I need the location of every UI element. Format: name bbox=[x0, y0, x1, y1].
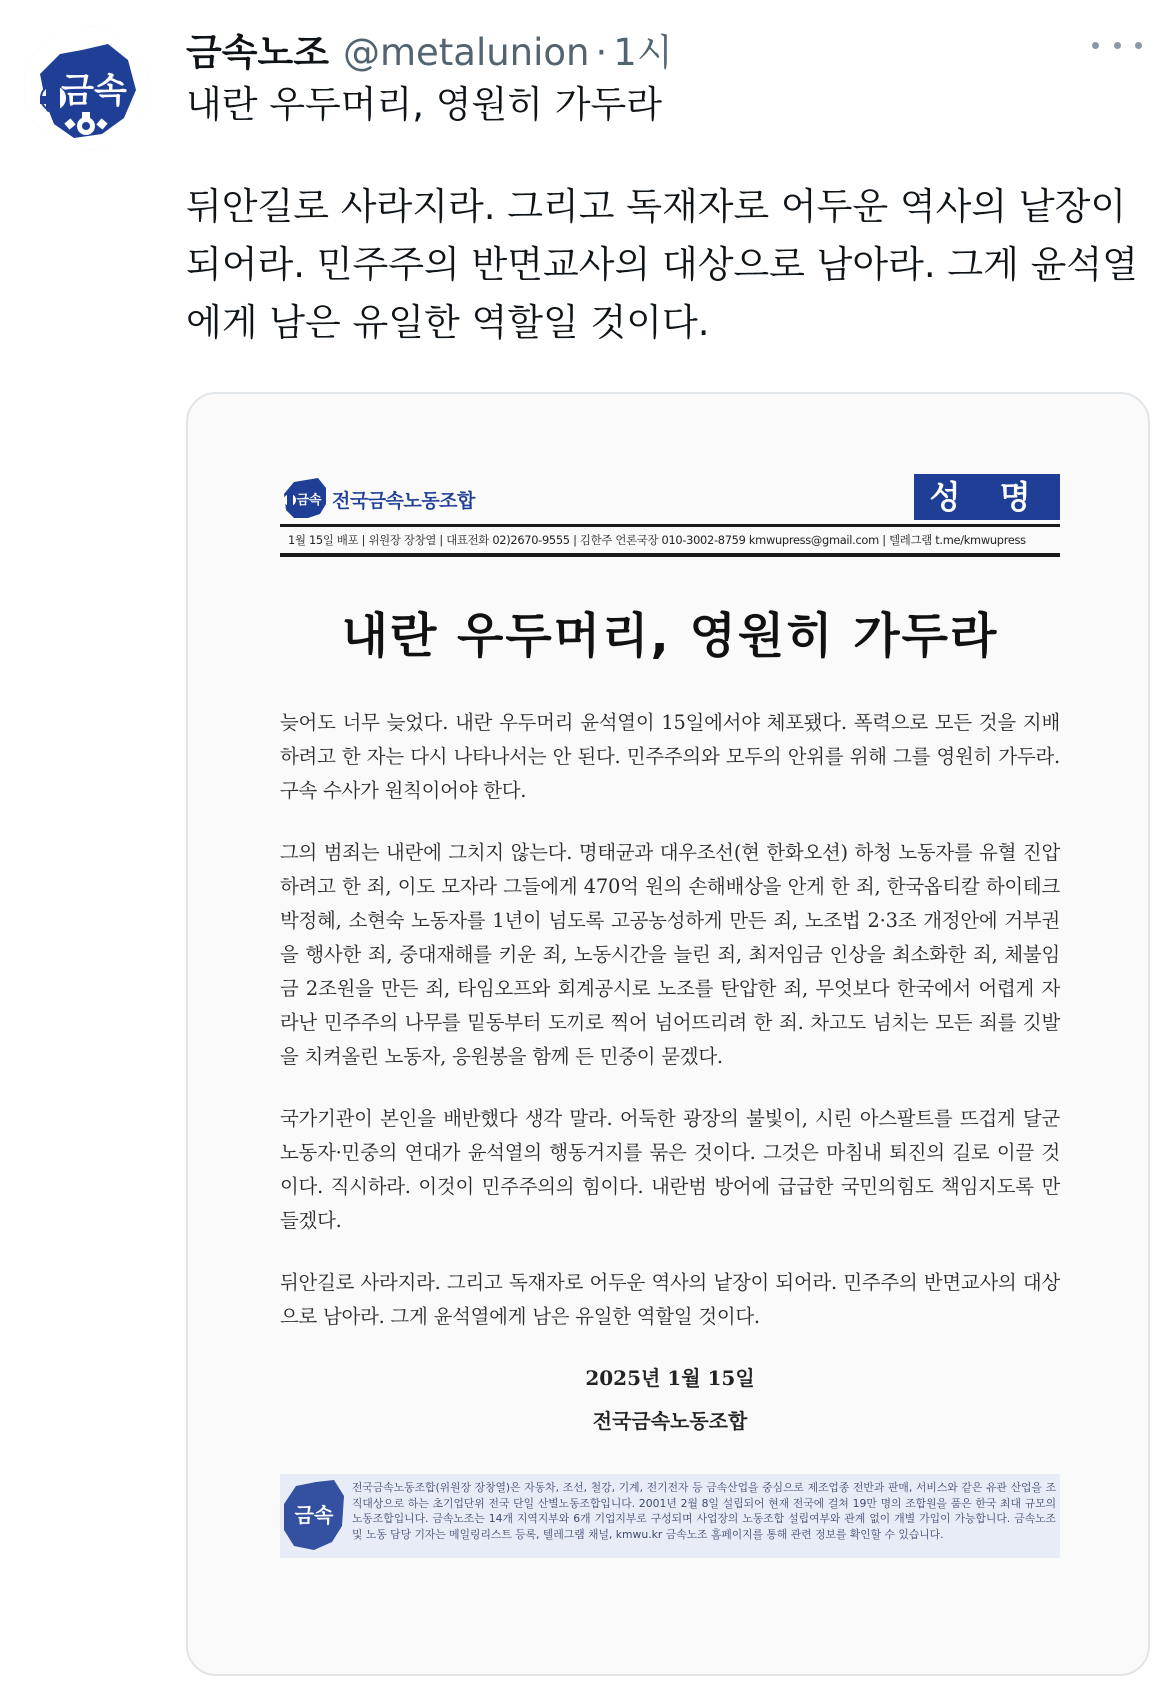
body-paragraph: 그의 범죄는 내란에 그치지 않는다. 명태균과 대우조선(현 한화오션) 하청 노동자를 유혈 진압하려고 한 죄, 이도 모자라 그들에게 470억 원의 손해배상을 안게 한 죄, 한국옵티칼 하이테크 박정혜, 소현숙 노동자를 1년이 넘도록 고공농성하게 만든 죄, 노조법 2·3조 개정안에 거부권을 행사한 죄, 중대재해를 키운 죄, 노동시간을 늘린 죄, 최저임금 인상을 최소화한 죄, 체불임금 2조원을 만든 죄, 타임오프와 회계공시로 노조를 탄압한 죄, 무엇보다 한국에서 어렵게 자라난 민주주의 나무를 밑동부터 도끼로 찍어 넘어뜨리려 한 죄. 차고도 넘치는 모든 죄를 깃발을 치켜올린 노동자, 응원봉을 함께 든 민중이 묻겠다. bbox=[280, 841, 1060, 1068]
svg-text:금속: 금속 bbox=[61, 71, 127, 111]
metal-union-logo-icon bbox=[24, 26, 148, 150]
svg-text:금속: 금속 bbox=[294, 1503, 334, 1527]
footer-description: 전국금속노동조합(위원장 장창열)은 자동차, 조선, 철강, 기계, 전기전자 등 금속산업을 중심으로 제조업종 전반과 판매, 서비스와 같은 유관 산업을 조직대상으로 하는 초기업단위 전국 단일 산별노동조합입니다. 2001년 2월 8일 설립되어 현재 전국에 걸쳐 19만 명의 조합원을 품은 한국 최대 규모의 노동조합입니다. 금속노조는 14개 지역지부와 6개 기업지부로 구성되며 사업장의 노동조합 설립여부와 관계 없이 개별 가입이 가능합니다. 금속노조 및 노동 담당 기자는 메일링리스트 등록, 텔레그램 채널, kmwu.kr 금속노조 홈페이지를 통해 관련 정보를 확인할 수 있습니다. bbox=[352, 1481, 1056, 1541]
document-footer bbox=[280, 1474, 1060, 1558]
body-paragraph: 국가기관이 본인을 배반했다 생각 말라. 어둑한 광장의 불빛이, 시린 아스팔트를 뜨겁게 달군 노동자·민중의 연대가 윤석열의 행동거지를 묶은 것이다. 그것은 마침내 퇴진의 길로 이끌 것이다. 직시하라. 이것이 민주주의의 힘이다. 내란범 방어에 급급한 국민의힘도 책임지도록 만들겠다. bbox=[280, 1107, 1060, 1232]
body-paragraph: 뒤안길로 사라지라. 그리고 독재자로 어두운 역사의 낱장이 되어라. 민주주의 반면교사의 대상으로 남아라. 그게 윤석열에게 남은 유일한 역할일 것이다. bbox=[280, 1271, 1060, 1328]
attached-image[interactable] bbox=[186, 392, 1150, 1676]
document-date: 2025년 1월 15일 bbox=[585, 1366, 755, 1390]
text-spacer bbox=[186, 134, 1146, 178]
separator-dot: · bbox=[595, 31, 608, 74]
document-header bbox=[280, 474, 1060, 522]
svg-text:금속: 금속 bbox=[296, 493, 322, 508]
post-header bbox=[186, 22, 673, 74]
press-statement-document bbox=[280, 474, 1060, 1558]
more-dot bbox=[1092, 42, 1099, 49]
footer-logo-icon bbox=[280, 1476, 346, 1554]
header-rule-bottom bbox=[280, 553, 1060, 557]
document-title: 내란 우두머리, 영원히 가두라 bbox=[341, 608, 999, 664]
more-dot bbox=[1135, 42, 1142, 49]
union-logo-icon bbox=[280, 476, 328, 520]
author-name[interactable]: 금속노조 bbox=[186, 31, 329, 74]
more-options-icon[interactable] bbox=[1092, 30, 1142, 60]
document-body bbox=[280, 706, 1060, 1334]
body-paragraph: 늦어도 너무 늦었다. 내란 우두머리 윤석열이 15일에서야 체포됐다. 폭력으로 모든 것을 지배하려고 한 자는 다시 나타나서는 안 된다. 민주주의와 모두의 안위를 위해 그를 영원히 가두라. 구속 수사가 원칙이어야 한다. bbox=[280, 711, 1060, 802]
post-text-line: 내란 우두머리, 영원히 가두라 bbox=[186, 83, 662, 126]
more-dot bbox=[1114, 42, 1121, 49]
document-signature: 전국금속노동조합 bbox=[592, 1409, 748, 1433]
post-text-paragraph: 뒤안길로 사라지라. 그리고 독재자로 어두운 역사의 낱장이 되어라. 민주주의 반면교사의 대상으로 남아라. 그게 윤석열에게 남은 유일한 역할일 것이다. bbox=[186, 185, 1138, 344]
document-org-name: 전국금속노동조합 bbox=[332, 490, 475, 512]
author-avatar[interactable] bbox=[24, 26, 148, 150]
post-text bbox=[186, 76, 1146, 352]
statement-label: 성 명 bbox=[914, 474, 1060, 520]
post-timestamp[interactable]: 1시 bbox=[613, 31, 673, 74]
contact-line: 1월 15일 배포 | 위원장 장창열 | 대표전화 02)2670-9555 | 김한주 언론국장 010-3002-8759 kmwupress@gmail.com | 텔레그램 t.me/kmwupress bbox=[288, 533, 1026, 547]
author-handle[interactable]: @metalunion bbox=[342, 31, 590, 74]
